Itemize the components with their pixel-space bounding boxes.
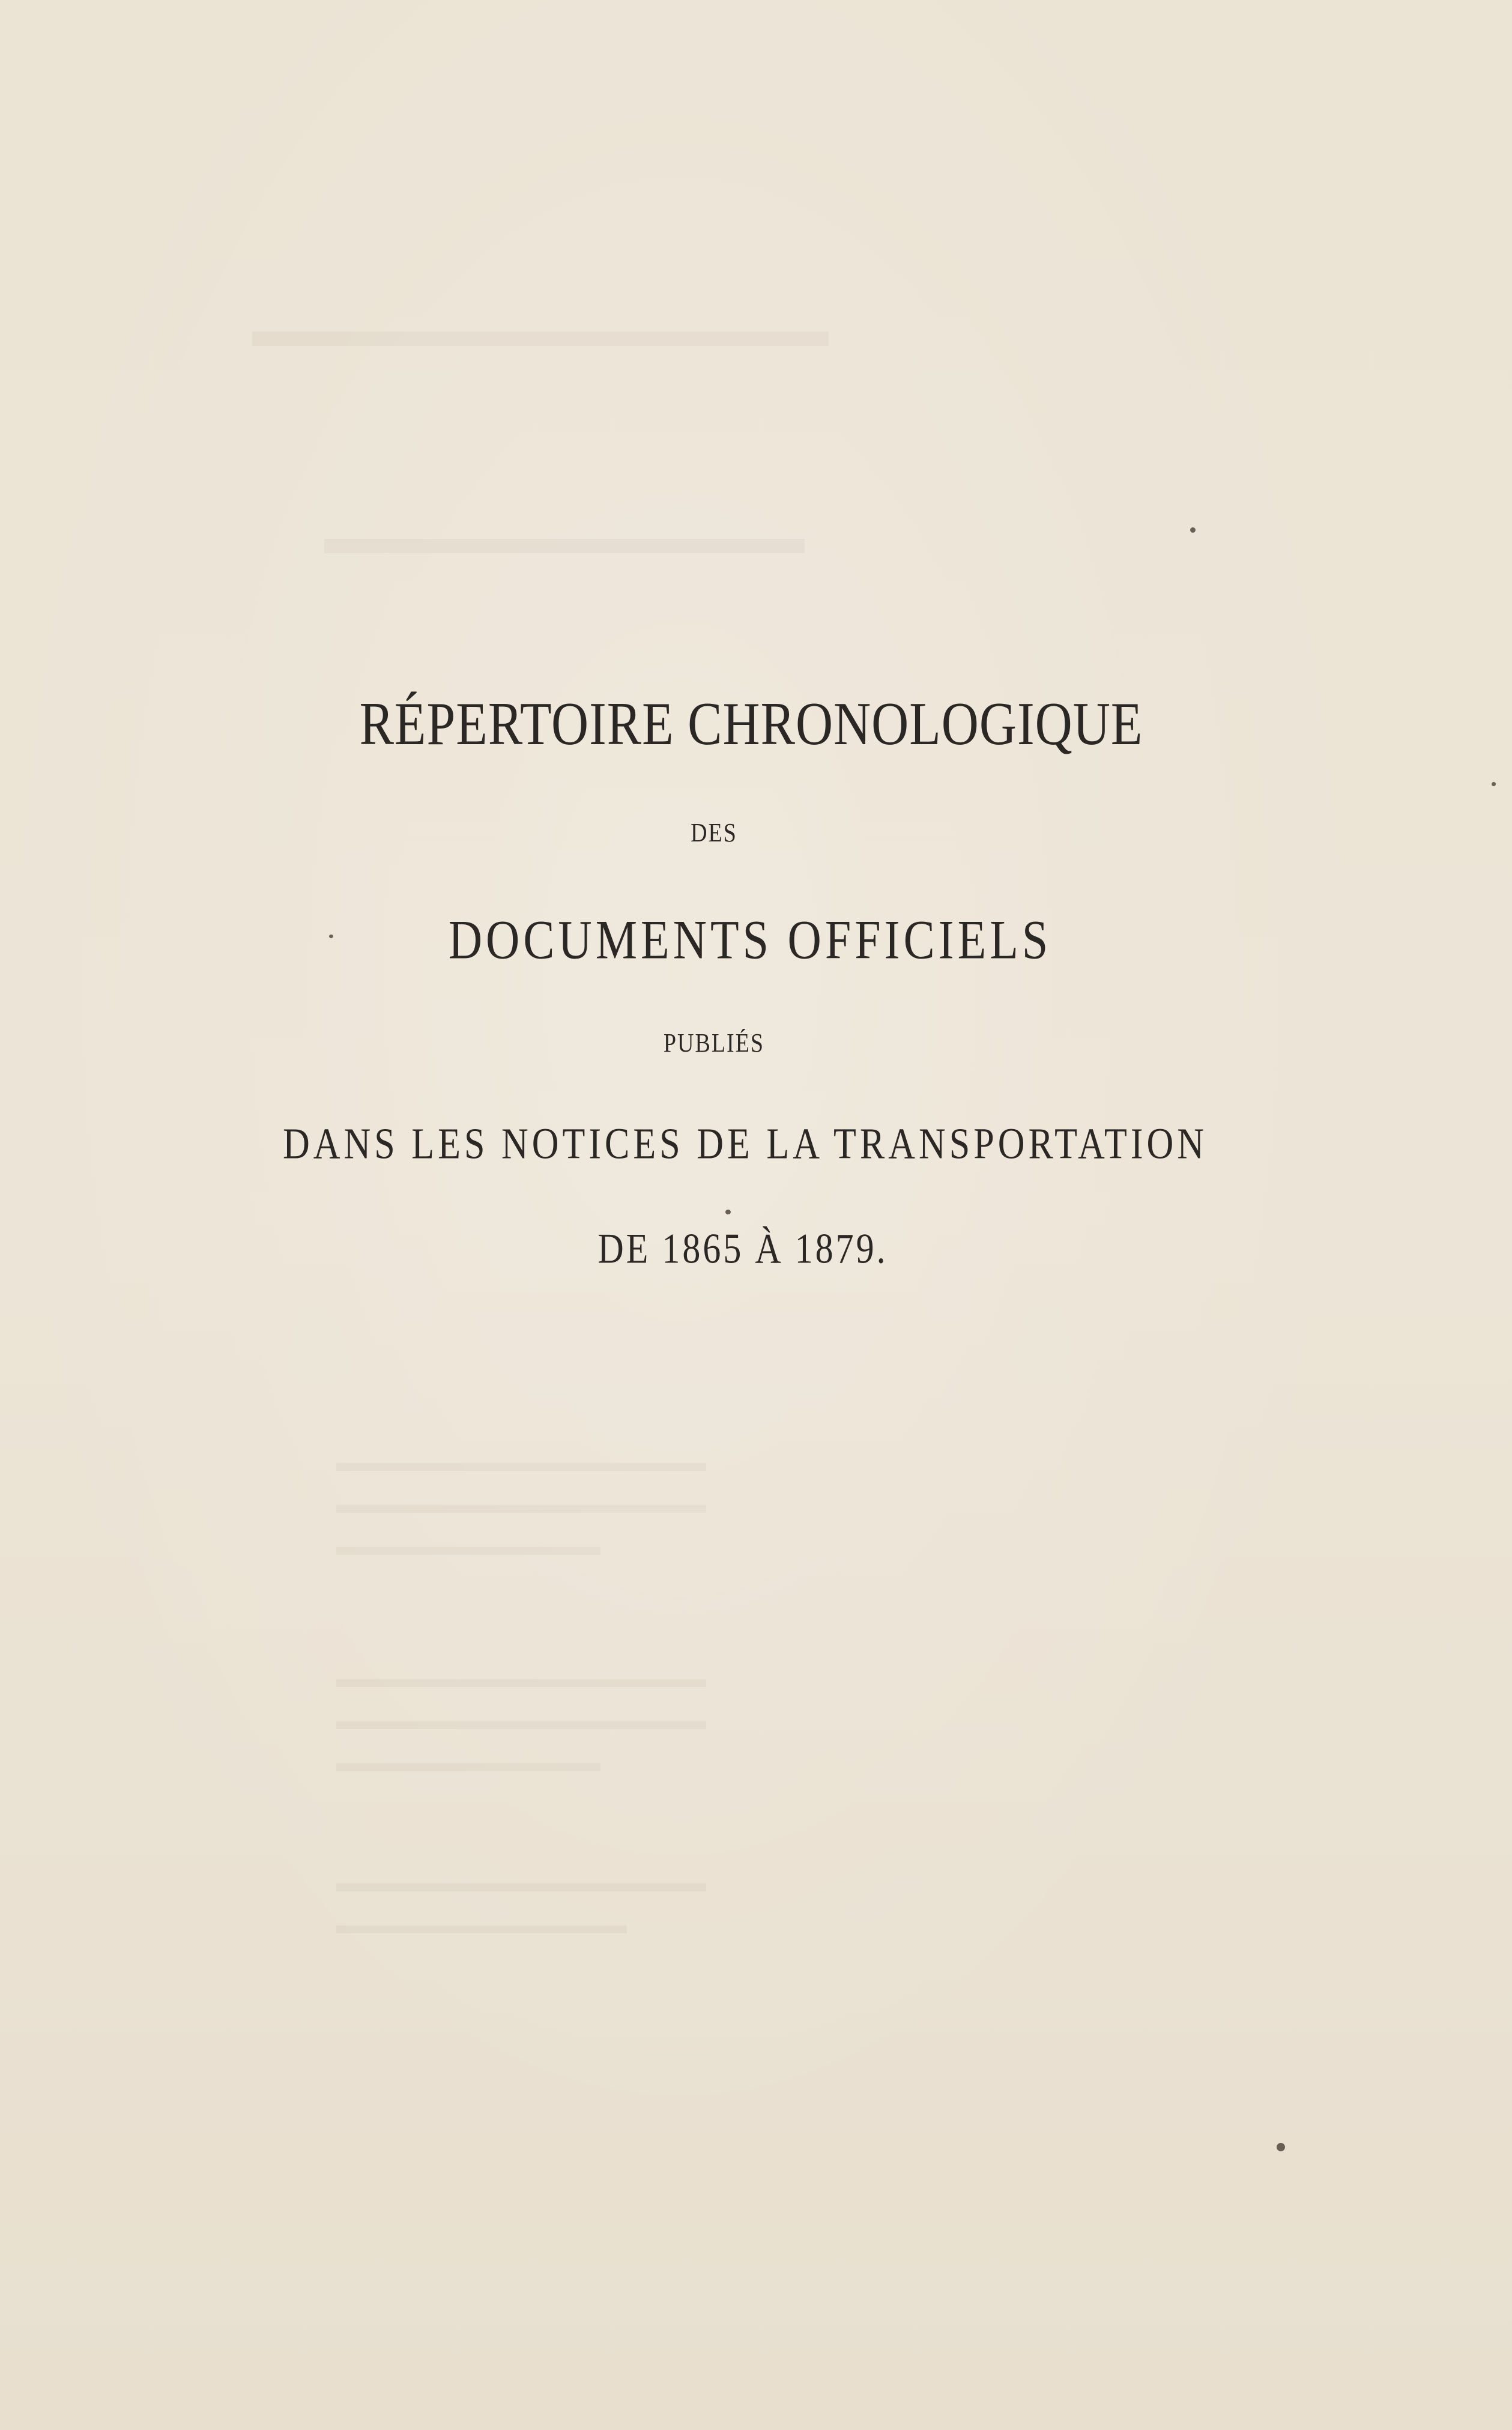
bleed-through-heading: ▬▬▬▬▬▬▬▬▬▬ xyxy=(324,511,805,564)
connector-publies: PUBLIÉS xyxy=(663,1028,765,1058)
ink-speck xyxy=(329,935,333,938)
period-line: DE 1865 À 1879. xyxy=(597,1225,888,1272)
ink-speck xyxy=(725,1210,731,1214)
ink-speck xyxy=(1277,2143,1285,2151)
bleed-through-block: ▬▬▬▬▬▬▬▬▬▬▬▬▬▬ ▬▬▬▬▬▬▬▬▬▬▬ xyxy=(336,1868,706,1939)
ink-speck xyxy=(1492,782,1496,786)
ink-speck xyxy=(1190,527,1196,533)
bleed-through-block: ▬▬▬▬▬▬▬▬▬▬▬▬▬▬ ▬▬▬▬▬▬▬▬▬▬▬▬▬▬ ▬▬▬▬▬▬▬▬▬▬ xyxy=(336,1664,706,1777)
bleed-through-heading: ▬▬▬▬▬▬▬▬▬▬▬▬ xyxy=(252,304,829,357)
connector-des: DES xyxy=(691,818,737,848)
document-title: RÉPERTOIRE CHRONOLOGIQUE xyxy=(359,689,1143,758)
document-subject: DOCUMENTS OFFICIELS xyxy=(448,909,1052,971)
publication-line: DANS LES NOTICES DE LA TRANSPORTATION xyxy=(282,1120,1208,1169)
bleed-through-block: ▬▬▬▬▬▬▬▬▬▬▬▬▬▬ ▬▬▬▬▬▬▬▬▬▬▬▬▬▬ ▬▬▬▬▬▬▬▬▬▬ xyxy=(336,1447,706,1561)
